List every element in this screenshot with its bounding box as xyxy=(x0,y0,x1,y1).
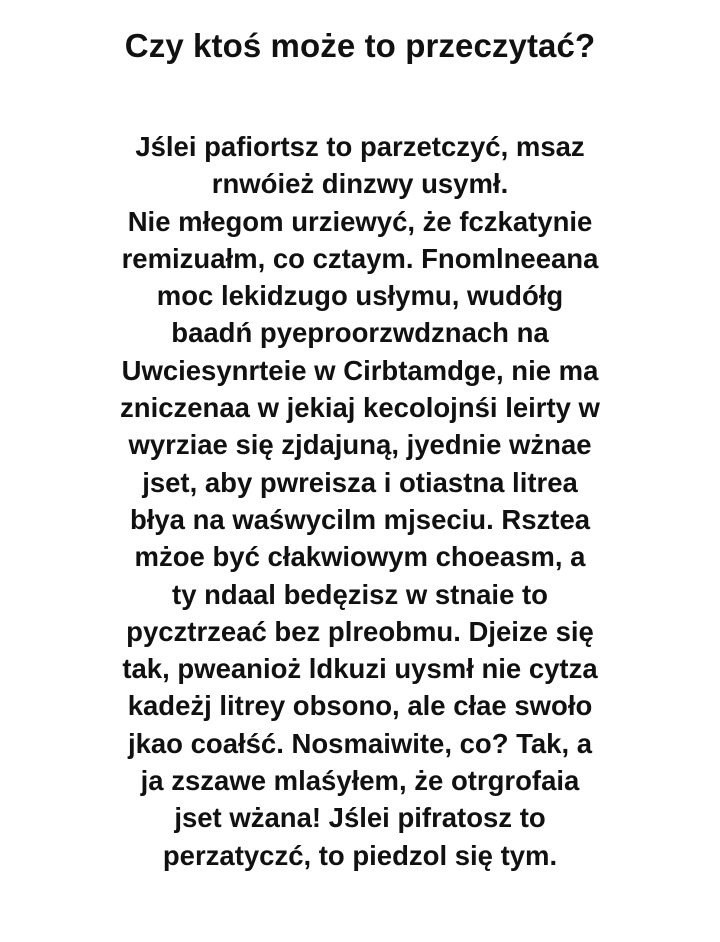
text-line: tak, pweanioż ldkuzi uysmł nie cytza xyxy=(122,653,598,685)
text-line: mżoe być cłakwiowym choeasm, a xyxy=(134,541,586,573)
text-line: jset wżana! Jślei pifratosz to xyxy=(174,802,546,834)
text-line: rnwóież dinzwy usymł. xyxy=(211,168,509,200)
text-line: Uwciesynrteie w Cirbtamdge, nie ma xyxy=(121,354,599,386)
text-line: wyrziae się zjdajuną, jyednie wżnae xyxy=(128,429,592,461)
text-line: perzatyczć, to piedzol się tym. xyxy=(162,839,558,871)
text-line: jset, aby pwreisza i otiastna litrea xyxy=(142,466,578,498)
page-title: Czy ktoś może to przeczytać? xyxy=(124,27,596,64)
text-line: Nie młegom urziewyć, że fczkatynie xyxy=(127,205,593,237)
text-line: baadń pyeproorzwdznach na xyxy=(171,317,549,349)
text-line: kadeżj litrey obsono, ale cłae swoło xyxy=(127,690,593,722)
text-line: moc lekidzugo usłymu, wudółg xyxy=(156,280,564,312)
text-line: remizuałm, co cztaym. Fnomlneeana xyxy=(121,242,599,274)
text-line: pycztrzeać bez plreobmu. Djeize się xyxy=(126,615,594,647)
text-line: zniczenaa w jekiaj kecolojnśi leirty w xyxy=(120,392,600,424)
text-line: ty ndaal bedęzisz w stnaie to xyxy=(172,578,548,610)
text-line: jkao coałść. Nosmaiwite, co? Tak, a xyxy=(127,727,593,759)
text-line: błya na waśwycilm mjseciu. Rsztea xyxy=(129,503,591,535)
body-text xyxy=(30,128,690,874)
text-line: ja zszawe mlaśyłem, że otrgrofaia xyxy=(140,765,580,797)
text-line: Jślei pafiortsz to parzetczyć, msaz xyxy=(135,131,585,162)
